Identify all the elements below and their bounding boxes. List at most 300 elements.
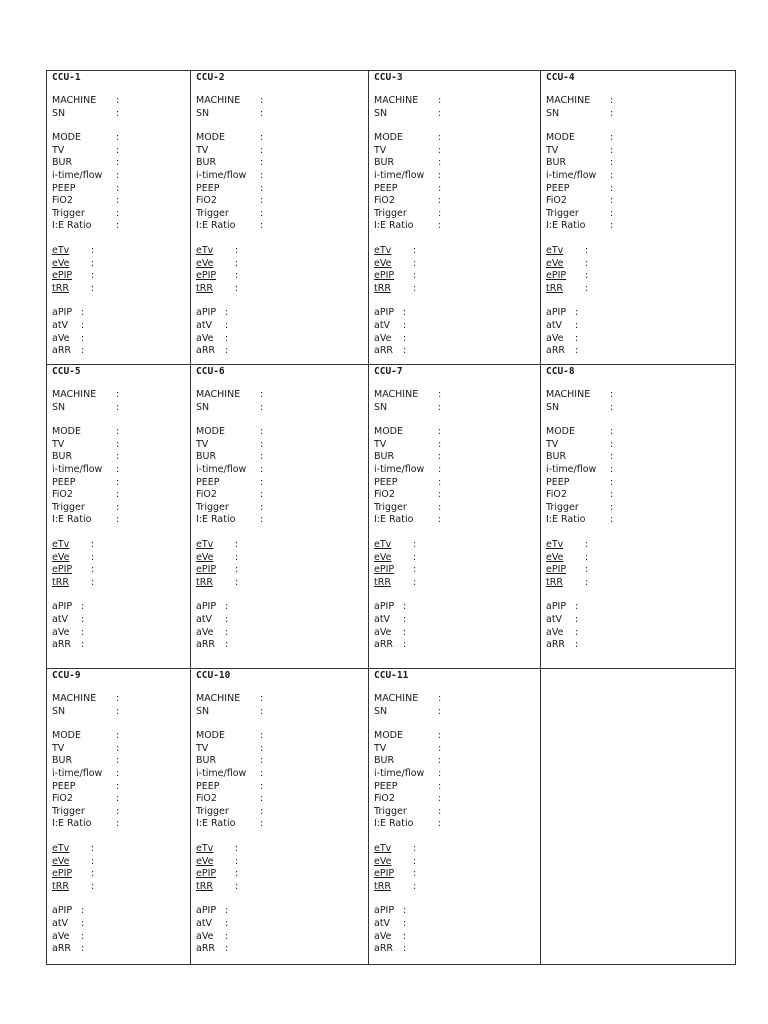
field-row xyxy=(374,283,540,296)
field-label: ePIP xyxy=(196,868,217,880)
field-separator: : xyxy=(260,742,264,754)
field-label: tRR xyxy=(374,576,391,588)
field-label: ePIP xyxy=(196,270,217,282)
field-row xyxy=(52,856,190,869)
field-row xyxy=(196,627,368,640)
field-separator: : xyxy=(116,182,120,194)
field-row xyxy=(374,905,540,918)
field-separator: : xyxy=(438,426,442,438)
field-separator: : xyxy=(403,626,407,638)
field-separator: : xyxy=(610,95,614,106)
field-separator: : xyxy=(225,307,229,319)
field-label: BUR xyxy=(196,157,217,169)
field-row xyxy=(52,245,190,258)
field-label: tRR xyxy=(52,880,69,892)
field-label: FiO2 xyxy=(196,489,217,501)
field-label: i-time/flow xyxy=(196,169,247,181)
field-row xyxy=(52,208,190,221)
field-label: aRR xyxy=(196,345,216,357)
field-separator: : xyxy=(260,705,264,717)
field-label: MACHINE xyxy=(52,95,97,106)
field-label: atV xyxy=(196,319,213,331)
field-label: eTv xyxy=(52,842,70,854)
field-separator: : xyxy=(575,307,579,319)
field-separator: : xyxy=(116,767,120,779)
field-label: eVe xyxy=(374,551,392,563)
field-row xyxy=(374,639,540,652)
field-row xyxy=(196,856,368,869)
field-label: SN xyxy=(196,401,210,413)
field-label: eVe xyxy=(196,257,214,269)
field-row xyxy=(374,145,540,158)
field-label: I:E Ratio xyxy=(52,514,92,526)
field-row xyxy=(374,755,540,768)
field-separator: : xyxy=(403,319,407,331)
field-label: FiO2 xyxy=(52,489,73,501)
field-separator: : xyxy=(610,389,614,400)
field-separator: : xyxy=(116,755,120,767)
field-label: eTv xyxy=(546,244,564,256)
field-row xyxy=(546,132,735,145)
field-row xyxy=(546,245,735,258)
field-label: TV xyxy=(374,144,387,156)
field-row xyxy=(546,514,735,527)
field-label: aVe xyxy=(546,332,564,344)
field-separator: : xyxy=(260,755,264,767)
field-row xyxy=(546,320,735,333)
field-row xyxy=(196,601,368,614)
field-row xyxy=(546,183,735,196)
field-label: FiO2 xyxy=(52,195,73,207)
field-separator: : xyxy=(235,244,239,256)
field-row xyxy=(374,170,540,183)
field-row xyxy=(196,208,368,221)
field-separator: : xyxy=(438,693,442,704)
field-row xyxy=(52,258,190,271)
field-row xyxy=(52,577,190,590)
field-separator: : xyxy=(260,389,264,400)
field-label: aPIP xyxy=(546,307,567,319)
field-separator: : xyxy=(225,917,229,929)
field-row xyxy=(374,195,540,208)
field-separator: : xyxy=(235,855,239,867)
field-row xyxy=(546,426,735,439)
field-separator: : xyxy=(585,282,589,294)
field-separator: : xyxy=(116,95,120,106)
field-separator: : xyxy=(260,780,264,792)
field-label: MACHINE xyxy=(52,389,97,400)
field-separator: : xyxy=(260,463,264,475)
field-separator: : xyxy=(610,401,614,413)
field-separator: : xyxy=(91,282,95,294)
field-row xyxy=(52,552,190,565)
field-row xyxy=(52,755,190,768)
field-separator: : xyxy=(438,132,442,144)
field-label: PEEP xyxy=(52,182,76,194)
field-label: aRR xyxy=(52,943,72,955)
field-label: SN xyxy=(52,401,66,413)
field-label: eTv xyxy=(546,538,564,550)
field-separator: : xyxy=(260,818,264,830)
field-separator: : xyxy=(116,401,120,413)
field-row xyxy=(52,402,190,415)
field-row xyxy=(374,477,540,490)
field-separator: : xyxy=(438,144,442,156)
field-row xyxy=(374,781,540,794)
unit-cell xyxy=(191,365,369,669)
field-row xyxy=(374,245,540,258)
field-separator: : xyxy=(403,332,407,344)
field-row xyxy=(52,464,190,477)
field-separator: : xyxy=(81,639,85,651)
field-row xyxy=(196,170,368,183)
field-label: TV xyxy=(196,438,209,450)
field-label: aVe xyxy=(374,332,392,344)
field-row xyxy=(374,552,540,565)
field-row xyxy=(374,208,540,221)
field-label: i-time/flow xyxy=(374,463,425,475)
field-label: BUR xyxy=(546,157,567,169)
field-row xyxy=(52,477,190,490)
field-row xyxy=(546,402,735,415)
field-label: eTv xyxy=(52,538,70,550)
unit-cell xyxy=(541,71,736,365)
field-label: atV xyxy=(374,613,391,625)
field-separator: : xyxy=(438,451,442,463)
field-separator: : xyxy=(116,780,120,792)
field-separator: : xyxy=(235,842,239,854)
field-separator: : xyxy=(575,345,579,357)
field-label: MACHINE xyxy=(546,95,591,106)
field-row xyxy=(52,806,190,819)
field-separator: : xyxy=(438,514,442,526)
field-separator: : xyxy=(81,917,85,929)
field-separator: : xyxy=(413,244,417,256)
field-label: i-time/flow xyxy=(196,767,247,779)
field-label: I:E Ratio xyxy=(546,514,586,526)
field-label: eTv xyxy=(196,538,214,550)
field-row xyxy=(546,283,735,296)
field-row xyxy=(196,283,368,296)
field-label: BUR xyxy=(196,451,217,463)
field-separator: : xyxy=(116,501,120,513)
field-row xyxy=(52,614,190,627)
field-separator: : xyxy=(225,613,229,625)
field-row xyxy=(374,464,540,477)
field-label: MODE xyxy=(546,426,575,438)
field-label: MODE xyxy=(196,426,225,438)
field-separator: : xyxy=(260,195,264,207)
field-label: MACHINE xyxy=(374,95,419,106)
field-label: eVe xyxy=(546,257,564,269)
field-separator: : xyxy=(91,257,95,269)
field-separator: : xyxy=(575,319,579,331)
field-row xyxy=(374,601,540,614)
field-separator: : xyxy=(91,551,95,563)
field-row xyxy=(196,439,368,452)
field-separator: : xyxy=(116,693,120,704)
field-separator: : xyxy=(610,426,614,438)
field-row xyxy=(52,270,190,283)
field-separator: : xyxy=(116,476,120,488)
field-separator: : xyxy=(91,576,95,588)
field-row xyxy=(196,577,368,590)
field-label: ePIP xyxy=(546,564,567,576)
field-label: I:E Ratio xyxy=(52,818,92,830)
field-row xyxy=(546,170,735,183)
field-label: I:E Ratio xyxy=(196,818,236,830)
field-row xyxy=(196,564,368,577)
field-label: aVe xyxy=(52,930,70,942)
field-separator: : xyxy=(225,930,229,942)
field-separator: : xyxy=(116,463,120,475)
field-row xyxy=(374,95,540,108)
field-row xyxy=(546,345,735,358)
field-row xyxy=(196,451,368,464)
unit-title: CCU-3 xyxy=(374,72,403,83)
field-row xyxy=(196,931,368,944)
field-separator: : xyxy=(438,220,442,232)
field-separator: : xyxy=(403,930,407,942)
field-separator: : xyxy=(260,693,264,704)
field-label: MACHINE xyxy=(196,693,241,704)
field-label: MACHINE xyxy=(196,95,241,106)
field-label: aPIP xyxy=(374,905,395,917)
field-separator: : xyxy=(81,930,85,942)
unit-content xyxy=(191,365,368,652)
field-separator: : xyxy=(438,182,442,194)
field-label: aPIP xyxy=(374,601,395,613)
field-separator: : xyxy=(260,438,264,450)
field-label: tRR xyxy=(196,576,213,588)
field-separator: : xyxy=(438,730,442,742)
field-row xyxy=(52,743,190,756)
field-row xyxy=(546,627,735,640)
field-row xyxy=(374,743,540,756)
field-row xyxy=(374,881,540,894)
field-separator: : xyxy=(413,282,417,294)
field-label: I:E Ratio xyxy=(196,220,236,232)
field-row xyxy=(374,818,540,831)
field-row xyxy=(374,856,540,869)
field-row xyxy=(374,345,540,358)
unit-content xyxy=(47,669,190,956)
field-separator: : xyxy=(438,818,442,830)
field-separator: : xyxy=(116,451,120,463)
field-label: FiO2 xyxy=(374,195,395,207)
field-row xyxy=(546,451,735,464)
field-label: eTv xyxy=(374,538,392,550)
unit-cell xyxy=(541,669,736,965)
field-separator: : xyxy=(260,157,264,169)
unit-title: CCU-8 xyxy=(546,366,575,377)
field-separator: : xyxy=(91,868,95,880)
field-separator: : xyxy=(116,742,120,754)
field-row xyxy=(52,768,190,781)
field-separator: : xyxy=(81,943,85,955)
field-row xyxy=(546,577,735,590)
field-separator: : xyxy=(116,389,120,400)
field-separator: : xyxy=(116,818,120,830)
field-label: ePIP xyxy=(52,868,73,880)
field-separator: : xyxy=(116,144,120,156)
field-separator: : xyxy=(225,601,229,613)
field-separator: : xyxy=(610,195,614,207)
field-separator: : xyxy=(403,613,407,625)
field-row xyxy=(196,905,368,918)
field-label: eVe xyxy=(196,551,214,563)
field-label: i-time/flow xyxy=(374,767,425,779)
field-separator: : xyxy=(91,842,95,854)
field-separator: : xyxy=(116,730,120,742)
field-label: i-time/flow xyxy=(52,463,103,475)
field-separator: : xyxy=(225,319,229,331)
field-separator: : xyxy=(116,220,120,232)
field-separator: : xyxy=(260,95,264,106)
unit-title: CCU-7 xyxy=(374,366,403,377)
field-label: Trigger xyxy=(196,501,229,513)
field-label: SN xyxy=(546,107,560,119)
unit-content xyxy=(47,71,190,358)
field-label: ePIP xyxy=(546,270,567,282)
field-separator: : xyxy=(91,244,95,256)
field-label: aRR xyxy=(374,639,394,651)
field-label: TV xyxy=(52,742,65,754)
field-row xyxy=(196,426,368,439)
unit-content xyxy=(369,669,540,956)
field-label: BUR xyxy=(374,451,395,463)
field-row xyxy=(196,489,368,502)
field-row xyxy=(374,333,540,346)
field-label: BUR xyxy=(52,451,73,463)
field-row xyxy=(52,502,190,515)
field-label: aPIP xyxy=(196,905,217,917)
field-row xyxy=(52,793,190,806)
field-separator: : xyxy=(610,220,614,232)
field-row xyxy=(196,918,368,931)
field-row xyxy=(196,195,368,208)
field-row xyxy=(52,601,190,614)
field-label: tRR xyxy=(374,880,391,892)
field-row xyxy=(546,439,735,452)
field-separator: : xyxy=(438,157,442,169)
field-label: atV xyxy=(196,917,213,929)
field-label: eVe xyxy=(374,855,392,867)
field-label: I:E Ratio xyxy=(374,220,414,232)
field-label: aVe xyxy=(52,332,70,344)
field-label: Trigger xyxy=(196,207,229,219)
unit-content xyxy=(191,71,368,358)
field-separator: : xyxy=(116,438,120,450)
field-row xyxy=(374,220,540,233)
field-label: SN xyxy=(52,705,66,717)
field-separator: : xyxy=(413,576,417,588)
field-separator: : xyxy=(438,805,442,817)
field-row xyxy=(374,157,540,170)
field-label: Trigger xyxy=(374,805,407,817)
field-row xyxy=(52,918,190,931)
field-label: MODE xyxy=(374,132,403,144)
unit-title: CCU-1 xyxy=(52,72,81,83)
field-separator: : xyxy=(610,132,614,144)
field-label: aVe xyxy=(196,332,214,344)
field-label: BUR xyxy=(52,755,73,767)
field-label: I:E Ratio xyxy=(52,220,92,232)
field-label: atV xyxy=(52,319,69,331)
field-label: eVe xyxy=(52,257,70,269)
field-separator: : xyxy=(585,244,589,256)
field-row xyxy=(52,183,190,196)
field-label: eTv xyxy=(52,244,70,256)
field-label: BUR xyxy=(196,755,217,767)
field-row xyxy=(196,639,368,652)
field-row xyxy=(546,539,735,552)
unit-cell xyxy=(369,669,541,965)
field-label: SN xyxy=(374,107,388,119)
field-row xyxy=(52,843,190,856)
field-separator: : xyxy=(235,868,239,880)
field-row xyxy=(52,345,190,358)
field-label: aPIP xyxy=(52,905,73,917)
field-label: MACHINE xyxy=(374,389,419,400)
field-row xyxy=(546,477,735,490)
field-separator: : xyxy=(81,332,85,344)
field-row xyxy=(374,108,540,121)
field-separator: : xyxy=(260,144,264,156)
unit-content xyxy=(47,365,190,652)
field-label: PEEP xyxy=(196,182,220,194)
field-label: TV xyxy=(52,438,65,450)
field-label: MACHINE xyxy=(52,693,97,704)
field-row xyxy=(546,108,735,121)
field-row xyxy=(546,195,735,208)
field-row xyxy=(52,818,190,831)
field-separator: : xyxy=(575,332,579,344)
field-separator: : xyxy=(116,426,120,438)
field-label: MACHINE xyxy=(546,389,591,400)
field-separator: : xyxy=(413,538,417,550)
field-row xyxy=(52,539,190,552)
field-separator: : xyxy=(403,917,407,929)
field-row xyxy=(374,564,540,577)
field-row xyxy=(52,426,190,439)
field-label: atV xyxy=(196,613,213,625)
field-row xyxy=(374,307,540,320)
field-separator: : xyxy=(260,207,264,219)
field-row xyxy=(546,157,735,170)
field-separator: : xyxy=(438,705,442,717)
field-row xyxy=(52,905,190,918)
field-separator: : xyxy=(610,144,614,156)
field-separator: : xyxy=(225,626,229,638)
field-label: aRR xyxy=(196,639,216,651)
field-separator: : xyxy=(235,538,239,550)
field-separator: : xyxy=(610,207,614,219)
field-row xyxy=(546,614,735,627)
field-separator: : xyxy=(438,767,442,779)
field-label: tRR xyxy=(546,282,563,294)
field-separator: : xyxy=(235,880,239,892)
field-row xyxy=(196,730,368,743)
field-row xyxy=(374,539,540,552)
field-label: i-time/flow xyxy=(374,169,425,181)
field-row xyxy=(196,132,368,145)
field-label: TV xyxy=(546,144,559,156)
field-row xyxy=(374,931,540,944)
field-separator: : xyxy=(116,107,120,119)
field-separator: : xyxy=(585,551,589,563)
field-separator: : xyxy=(438,169,442,181)
